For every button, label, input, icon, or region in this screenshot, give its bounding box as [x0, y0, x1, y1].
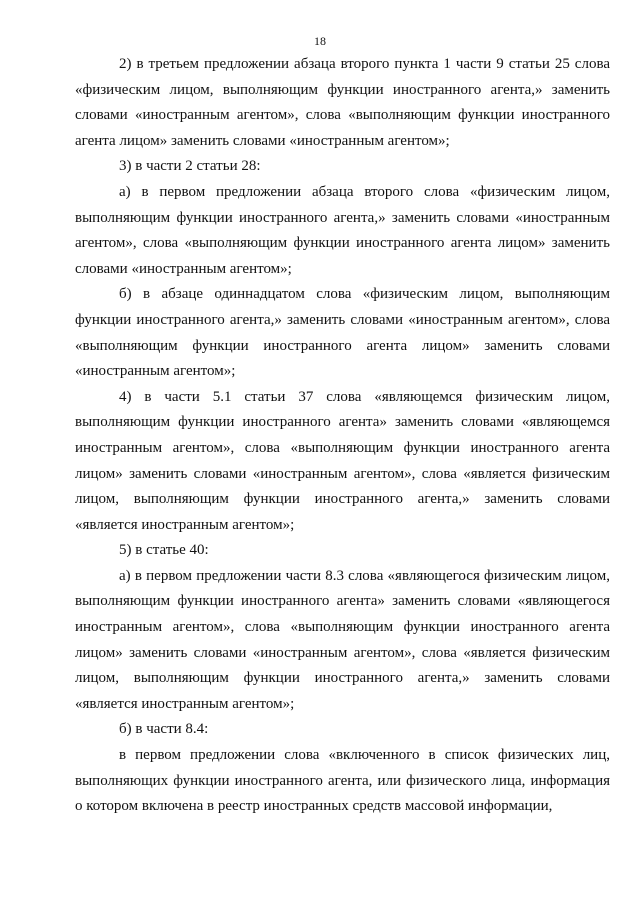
paragraph-item-5: 5) в статье 40: — [119, 542, 209, 559]
paragraph-continuation: в первом предложении слова «включенного в список физических лиц, выполняющих функции иностранного агента, или физического лица, информация о котором включена в реестр иностранных средств массовой информации, — [75, 747, 610, 815]
paragraph-subitem-5b: б) в части 8.4: — [119, 721, 209, 738]
paragraph-item-3: 3) в части 2 статьи 28: — [119, 158, 261, 175]
document-body — [75, 52, 610, 820]
paragraph-subitem-5a: а) в первом предложении части 8.3 слова «являющегося физическим лицом, выполняющим функции иностранного агента» заменить словами «являющегося иностранным агентом», слова «выполняющим функции иностранного агента лицом» заменить словами «иностранным агентом», слова «является физическим лицом, выполняющим функции иностранного агента,» заменить словами «является иностранным агентом»; — [75, 567, 610, 712]
paragraph-item-2: 2) в третьем предложении абзаца второго пункта 1 части 9 статьи 25 слова «физическим лицом, выполняющим функции иностранного агента,» заменить словами «иностранным агентом», слова «выполняющим функции иностранного агента лицом» заменить словами «иностранным агентом»; — [75, 56, 610, 149]
paragraph-subitem-3b: б) в абзаце одиннадцатом слова «физическим лицом, выполняющим функции иностранного агента,» заменить словами «иностранным агентом», слова «выполняющим функции иностранного агента лицом» заменить словами «иностранным агентом»; — [75, 286, 610, 380]
page-number: 18 — [314, 34, 326, 48]
paragraph-item-4: 4) в части 5.1 статьи 37 слова «являющемся физическим лицом, выполняющим функции иностранного агента» заменить словами «являющемся иностранным агентом», слова «выполняющим функции иностранного агента лицом» заменить словами «иностранным агентом», слова «является физическим лицом, выполняющим функции иностранного агента,» заменить словами «является иностранным агентом»; — [75, 388, 610, 533]
paragraph-subitem-3a: а) в первом предложении абзаца второго слова «физическим лицом, выполняющим функции иностранного агента,» заменить словами «иностранным агентом», слова «выполняющим функции иностранного агента лицом» заменить словами «иностранным агентом»; — [75, 183, 610, 277]
